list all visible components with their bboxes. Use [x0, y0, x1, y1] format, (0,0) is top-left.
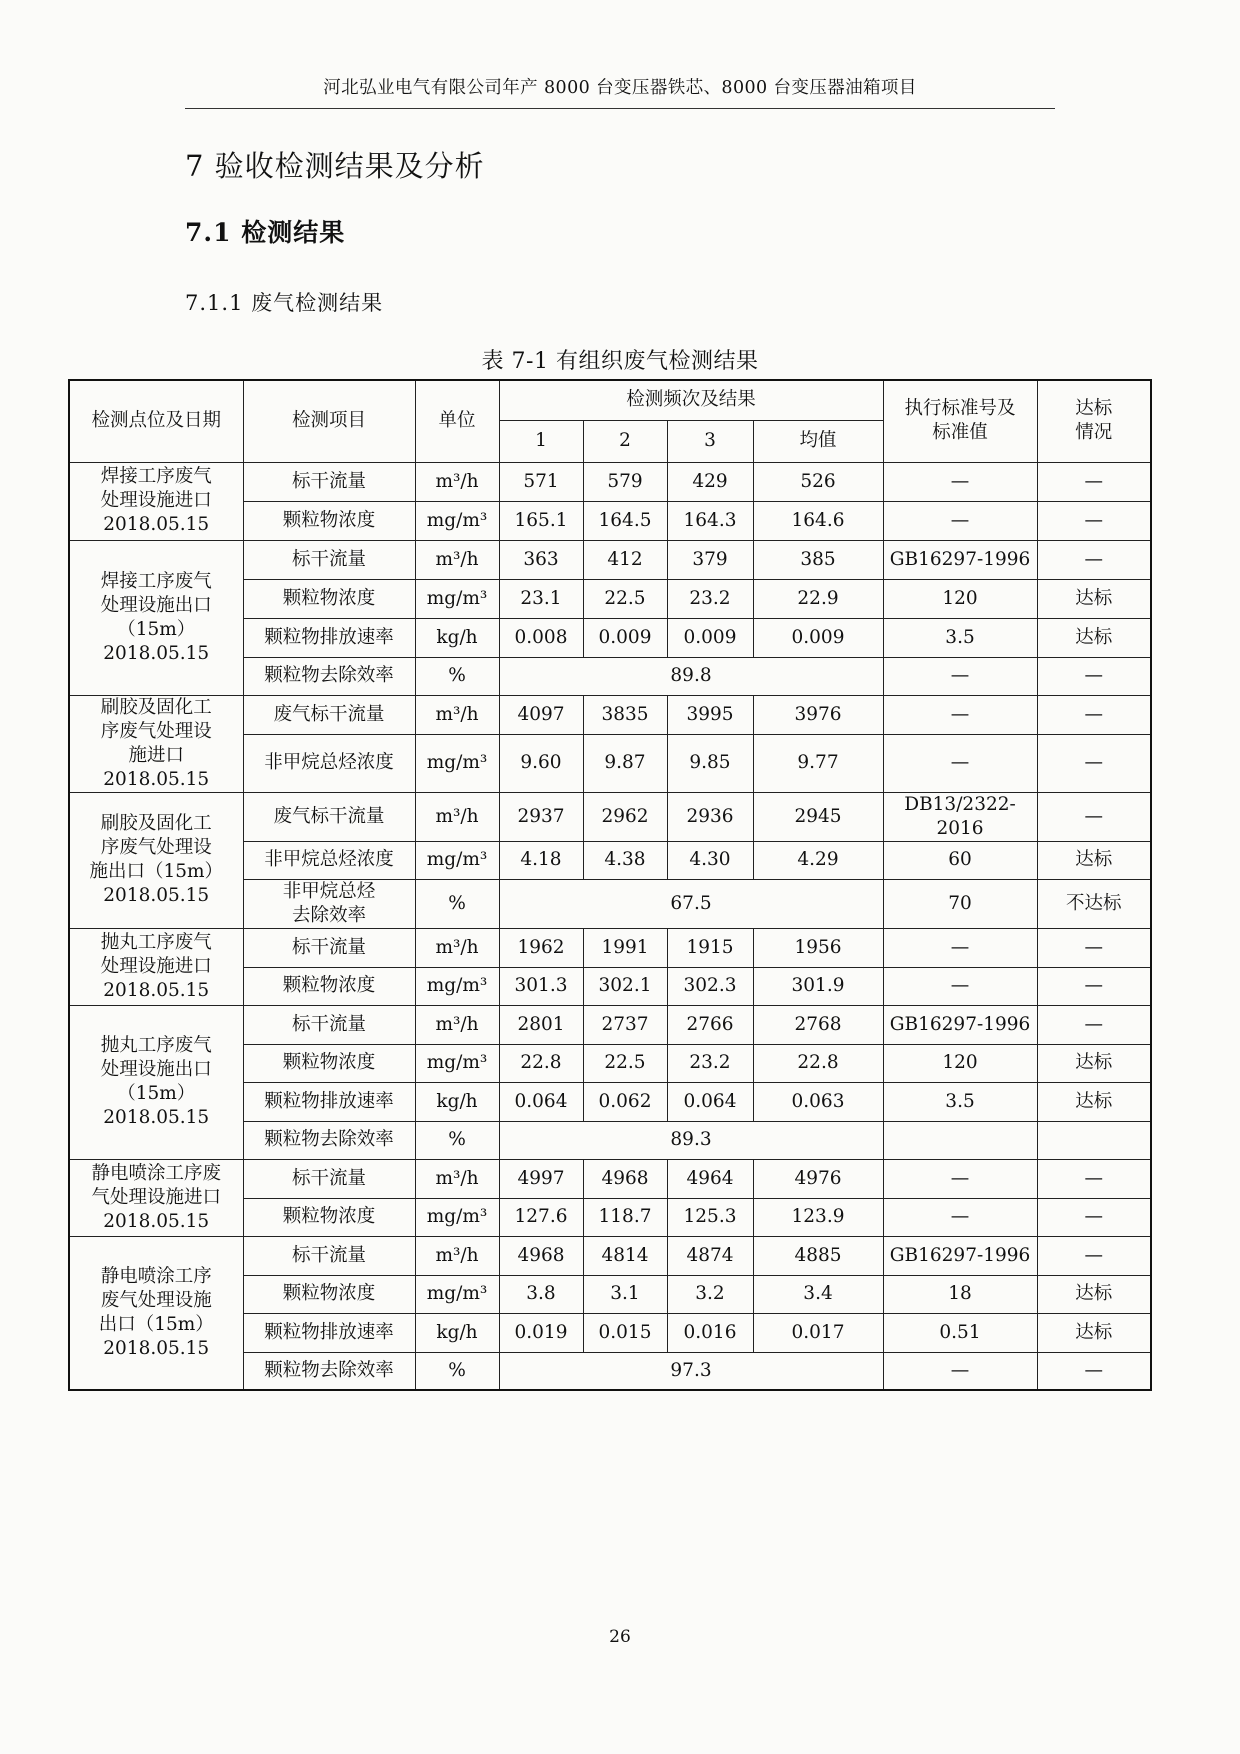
standard-cell: GB16297-1996 — [883, 1236, 1037, 1275]
standard-cell: — — [883, 928, 1037, 967]
result-3-cell: 379 — [667, 540, 753, 579]
compliance-cell: — — [1037, 462, 1151, 501]
result-1-cell: 363 — [499, 540, 583, 579]
result-2-cell: 9.87 — [583, 735, 667, 792]
unit-cell: m³/h — [415, 540, 499, 579]
header-compliance: 达标 情况 — [1037, 380, 1151, 462]
result-1-cell: 2801 — [499, 1005, 583, 1044]
compliance-cell: — — [1037, 1352, 1151, 1390]
table-row — [69, 540, 1151, 579]
compliance-cell: 达标 — [1037, 1313, 1151, 1352]
location-cell: 静电喷涂工序 废气处理设施 出口（15m） 2018.05.15 — [69, 1236, 243, 1390]
table-caption: 表 7-1 有组织废气检测结果 — [481, 349, 759, 374]
standard-cell: GB16297-1996 — [883, 540, 1037, 579]
location-cell: 刷胶及固化工 序废气处理设 施出口（15m） 2018.05.15 — [69, 792, 243, 928]
unit-cell: mg/m³ — [415, 1275, 499, 1313]
unit-cell: kg/h — [415, 1313, 499, 1352]
header-results: 检测频次及结果 — [499, 380, 883, 420]
unit-cell: m³/h — [415, 1159, 499, 1198]
header-unit: 单位 — [415, 380, 499, 462]
result-3-cell: 4964 — [667, 1159, 753, 1198]
average-cell: 4885 — [753, 1236, 883, 1275]
standard-cell: — — [883, 967, 1037, 1005]
page-header: 河北弘业电气有限公司年产 8000 台变压器铁芯、8000 台变压器油箱项目 — [185, 74, 1055, 109]
item-cell: 非甲烷总烃浓度 — [243, 841, 415, 879]
average-cell: 0.017 — [753, 1313, 883, 1352]
standard-cell: — — [883, 695, 1037, 735]
standard-cell — [883, 1121, 1037, 1159]
header-n2: 2 — [583, 420, 667, 462]
result-1-cell: 4.18 — [499, 841, 583, 879]
result-3-cell: 1915 — [667, 928, 753, 967]
result-2-cell: 164.5 — [583, 501, 667, 540]
result-3-cell: 2936 — [667, 792, 753, 841]
average-cell: 0.063 — [753, 1082, 883, 1121]
result-3-cell: 3995 — [667, 695, 753, 735]
item-cell: 标干流量 — [243, 540, 415, 579]
compliance-cell: — — [1037, 501, 1151, 540]
compliance-cell: 达标 — [1037, 1275, 1151, 1313]
result-2-cell: 1991 — [583, 928, 667, 967]
compliance-cell: — — [1037, 1005, 1151, 1044]
result-3-cell: 23.2 — [667, 579, 753, 618]
unit-cell: m³/h — [415, 1236, 499, 1275]
standard-cell: — — [883, 1198, 1037, 1236]
unit-cell: m³/h — [415, 1005, 499, 1044]
item-cell: 非甲烷总烃浓度 — [243, 735, 415, 792]
item-cell: 废气标干流量 — [243, 695, 415, 735]
page-number: 26 — [609, 1627, 631, 1647]
standard-cell: — — [883, 1352, 1037, 1390]
item-cell: 颗粒物浓度 — [243, 967, 415, 1005]
result-1-cell: 1962 — [499, 928, 583, 967]
result-2-cell: 4814 — [583, 1236, 667, 1275]
header-n1: 1 — [499, 420, 583, 462]
result-3-cell: 302.3 — [667, 967, 753, 1005]
compliance-cell: 达标 — [1037, 618, 1151, 657]
subsection-title: 7.1.1 废气检测结果 — [185, 291, 384, 315]
efficiency-value-cell: 89.8 — [499, 657, 883, 695]
unit-cell: % — [415, 879, 499, 928]
result-2-cell: 4.38 — [583, 841, 667, 879]
location-cell: 焊接工序废气 处理设施出口 （15m） 2018.05.15 — [69, 540, 243, 695]
compliance-cell: 达标 — [1037, 579, 1151, 618]
standard-cell: 18 — [883, 1275, 1037, 1313]
result-3-cell: 125.3 — [667, 1198, 753, 1236]
header-avg: 均值 — [753, 420, 883, 462]
average-cell: 9.77 — [753, 735, 883, 792]
compliance-cell: — — [1037, 1236, 1151, 1275]
compliance-cell: — — [1037, 1159, 1151, 1198]
standard-cell: 120 — [883, 1044, 1037, 1082]
result-3-cell: 0.009 — [667, 618, 753, 657]
unit-cell: mg/m³ — [415, 735, 499, 792]
compliance-cell: — — [1037, 928, 1151, 967]
header-item: 检测项目 — [243, 380, 415, 462]
item-cell: 标干流量 — [243, 1005, 415, 1044]
item-cell: 颗粒物去除效率 — [243, 657, 415, 695]
average-cell: 385 — [753, 540, 883, 579]
average-cell: 123.9 — [753, 1198, 883, 1236]
unit-cell: % — [415, 1121, 499, 1159]
location-cell: 抛丸工序废气 处理设施进口 2018.05.15 — [69, 928, 243, 1005]
average-cell: 22.9 — [753, 579, 883, 618]
item-cell: 颗粒物浓度 — [243, 1044, 415, 1082]
item-cell: 颗粒物排放速率 — [243, 1313, 415, 1352]
result-2-cell: 0.015 — [583, 1313, 667, 1352]
unit-cell: m³/h — [415, 462, 499, 501]
result-2-cell: 0.009 — [583, 618, 667, 657]
standard-cell: GB16297-1996 — [883, 1005, 1037, 1044]
unit-cell: mg/m³ — [415, 967, 499, 1005]
item-cell: 标干流量 — [243, 1236, 415, 1275]
unit-cell: mg/m³ — [415, 1198, 499, 1236]
location-cell: 焊接工序废气 处理设施进口 2018.05.15 — [69, 462, 243, 540]
result-1-cell: 301.3 — [499, 967, 583, 1005]
section-title: 7.1 检测结果 — [185, 218, 346, 247]
item-cell: 颗粒物排放速率 — [243, 1082, 415, 1121]
result-3-cell: 0.064 — [667, 1082, 753, 1121]
item-cell: 颗粒物去除效率 — [243, 1352, 415, 1390]
item-cell: 颗粒物浓度 — [243, 501, 415, 540]
average-cell: 1956 — [753, 928, 883, 967]
result-2-cell: 22.5 — [583, 1044, 667, 1082]
result-2-cell: 302.1 — [583, 967, 667, 1005]
item-cell: 颗粒物浓度 — [243, 1275, 415, 1313]
table-row — [69, 1236, 1151, 1275]
compliance-cell: 达标 — [1037, 1044, 1151, 1082]
result-3-cell: 23.2 — [667, 1044, 753, 1082]
header-n3: 3 — [667, 420, 753, 462]
result-2-cell: 4968 — [583, 1159, 667, 1198]
result-1-cell: 9.60 — [499, 735, 583, 792]
standard-cell: 3.5 — [883, 618, 1037, 657]
compliance-cell: — — [1037, 967, 1151, 1005]
result-1-cell: 2937 — [499, 792, 583, 841]
result-1-cell: 0.019 — [499, 1313, 583, 1352]
result-3-cell: 9.85 — [667, 735, 753, 792]
item-cell: 颗粒物浓度 — [243, 579, 415, 618]
table-row — [69, 1005, 1151, 1044]
item-cell: 颗粒物浓度 — [243, 1198, 415, 1236]
result-2-cell: 3835 — [583, 695, 667, 735]
item-cell: 标干流量 — [243, 1159, 415, 1198]
standard-cell: 70 — [883, 879, 1037, 928]
result-1-cell: 3.8 — [499, 1275, 583, 1313]
result-1-cell: 23.1 — [499, 579, 583, 618]
standard-cell: 120 — [883, 579, 1037, 618]
average-cell: 4976 — [753, 1159, 883, 1198]
average-cell: 4.29 — [753, 841, 883, 879]
unit-cell: kg/h — [415, 618, 499, 657]
standard-cell: 60 — [883, 841, 1037, 879]
compliance-cell: — — [1037, 792, 1151, 841]
unit-cell: m³/h — [415, 792, 499, 841]
compliance-cell: — — [1037, 1198, 1151, 1236]
result-3-cell: 4874 — [667, 1236, 753, 1275]
standard-cell: 0.51 — [883, 1313, 1037, 1352]
compliance-cell: — — [1037, 695, 1151, 735]
result-3-cell: 3.2 — [667, 1275, 753, 1313]
result-1-cell: 0.008 — [499, 618, 583, 657]
table-row — [69, 1159, 1151, 1198]
unit-cell: mg/m³ — [415, 841, 499, 879]
unit-cell: m³/h — [415, 928, 499, 967]
result-2-cell: 0.062 — [583, 1082, 667, 1121]
unit-cell: % — [415, 657, 499, 695]
result-3-cell: 4.30 — [667, 841, 753, 879]
unit-cell: mg/m³ — [415, 1044, 499, 1082]
result-2-cell: 579 — [583, 462, 667, 501]
average-cell: 526 — [753, 462, 883, 501]
item-cell: 颗粒物排放速率 — [243, 618, 415, 657]
result-2-cell: 22.5 — [583, 579, 667, 618]
average-cell: 301.9 — [753, 967, 883, 1005]
location-cell: 刷胶及固化工 序废气处理设 施进口 2018.05.15 — [69, 695, 243, 792]
compliance-cell: — — [1037, 735, 1151, 792]
compliance-cell: — — [1037, 540, 1151, 579]
average-cell: 3976 — [753, 695, 883, 735]
average-cell: 164.6 — [753, 501, 883, 540]
result-3-cell: 2766 — [667, 1005, 753, 1044]
compliance-cell: 达标 — [1037, 841, 1151, 879]
average-cell: 0.009 — [753, 618, 883, 657]
result-1-cell: 127.6 — [499, 1198, 583, 1236]
item-cell: 非甲烷总烃 去除效率 — [243, 879, 415, 928]
unit-cell: m³/h — [415, 695, 499, 735]
standard-cell: — — [883, 657, 1037, 695]
result-2-cell: 412 — [583, 540, 667, 579]
result-1-cell: 165.1 — [499, 501, 583, 540]
table-body — [69, 462, 1151, 1390]
table-row — [69, 792, 1151, 841]
compliance-cell: 达标 — [1037, 1082, 1151, 1121]
item-cell: 废气标干流量 — [243, 792, 415, 841]
result-3-cell: 429 — [667, 462, 753, 501]
table-row — [69, 462, 1151, 501]
emission-results-table — [68, 379, 1152, 1391]
average-cell: 2768 — [753, 1005, 883, 1044]
item-cell: 标干流量 — [243, 462, 415, 501]
average-cell: 2945 — [753, 792, 883, 841]
result-2-cell: 2737 — [583, 1005, 667, 1044]
result-1-cell: 4097 — [499, 695, 583, 735]
compliance-cell: 不达标 — [1037, 879, 1151, 928]
header-standard: 执行标准号及 标准值 — [883, 380, 1037, 462]
standard-cell: — — [883, 462, 1037, 501]
average-cell: 3.4 — [753, 1275, 883, 1313]
result-2-cell: 3.1 — [583, 1275, 667, 1313]
item-cell: 颗粒物去除效率 — [243, 1121, 415, 1159]
average-cell: 22.8 — [753, 1044, 883, 1082]
compliance-cell — [1037, 1121, 1151, 1159]
standard-cell: — — [883, 735, 1037, 792]
table-row — [69, 695, 1151, 735]
efficiency-value-cell: 89.3 — [499, 1121, 883, 1159]
location-cell: 静电喷涂工序废 气处理设施进口 2018.05.15 — [69, 1159, 243, 1236]
unit-cell: kg/h — [415, 1082, 499, 1121]
standard-cell: — — [883, 501, 1037, 540]
result-1-cell: 571 — [499, 462, 583, 501]
item-cell: 标干流量 — [243, 928, 415, 967]
standard-cell: DB13/2322-2016 — [883, 792, 1037, 841]
unit-cell: mg/m³ — [415, 579, 499, 618]
result-1-cell: 22.8 — [499, 1044, 583, 1082]
standard-cell: — — [883, 1159, 1037, 1198]
result-1-cell: 4997 — [499, 1159, 583, 1198]
unit-cell: mg/m³ — [415, 501, 499, 540]
efficiency-value-cell: 97.3 — [499, 1352, 883, 1390]
unit-cell: % — [415, 1352, 499, 1390]
header-location: 检测点位及日期 — [69, 380, 243, 462]
result-1-cell: 0.064 — [499, 1082, 583, 1121]
efficiency-value-cell: 67.5 — [499, 879, 883, 928]
location-cell: 抛丸工序废气 处理设施出口 （15m） 2018.05.15 — [69, 1005, 243, 1159]
table-row — [69, 928, 1151, 967]
result-2-cell: 2962 — [583, 792, 667, 841]
result-1-cell: 4968 — [499, 1236, 583, 1275]
standard-cell: 3.5 — [883, 1082, 1037, 1121]
compliance-cell: — — [1037, 657, 1151, 695]
chapter-title: 7 验收检测结果及分析 — [185, 149, 485, 183]
result-2-cell: 118.7 — [583, 1198, 667, 1236]
result-3-cell: 0.016 — [667, 1313, 753, 1352]
result-3-cell: 164.3 — [667, 501, 753, 540]
